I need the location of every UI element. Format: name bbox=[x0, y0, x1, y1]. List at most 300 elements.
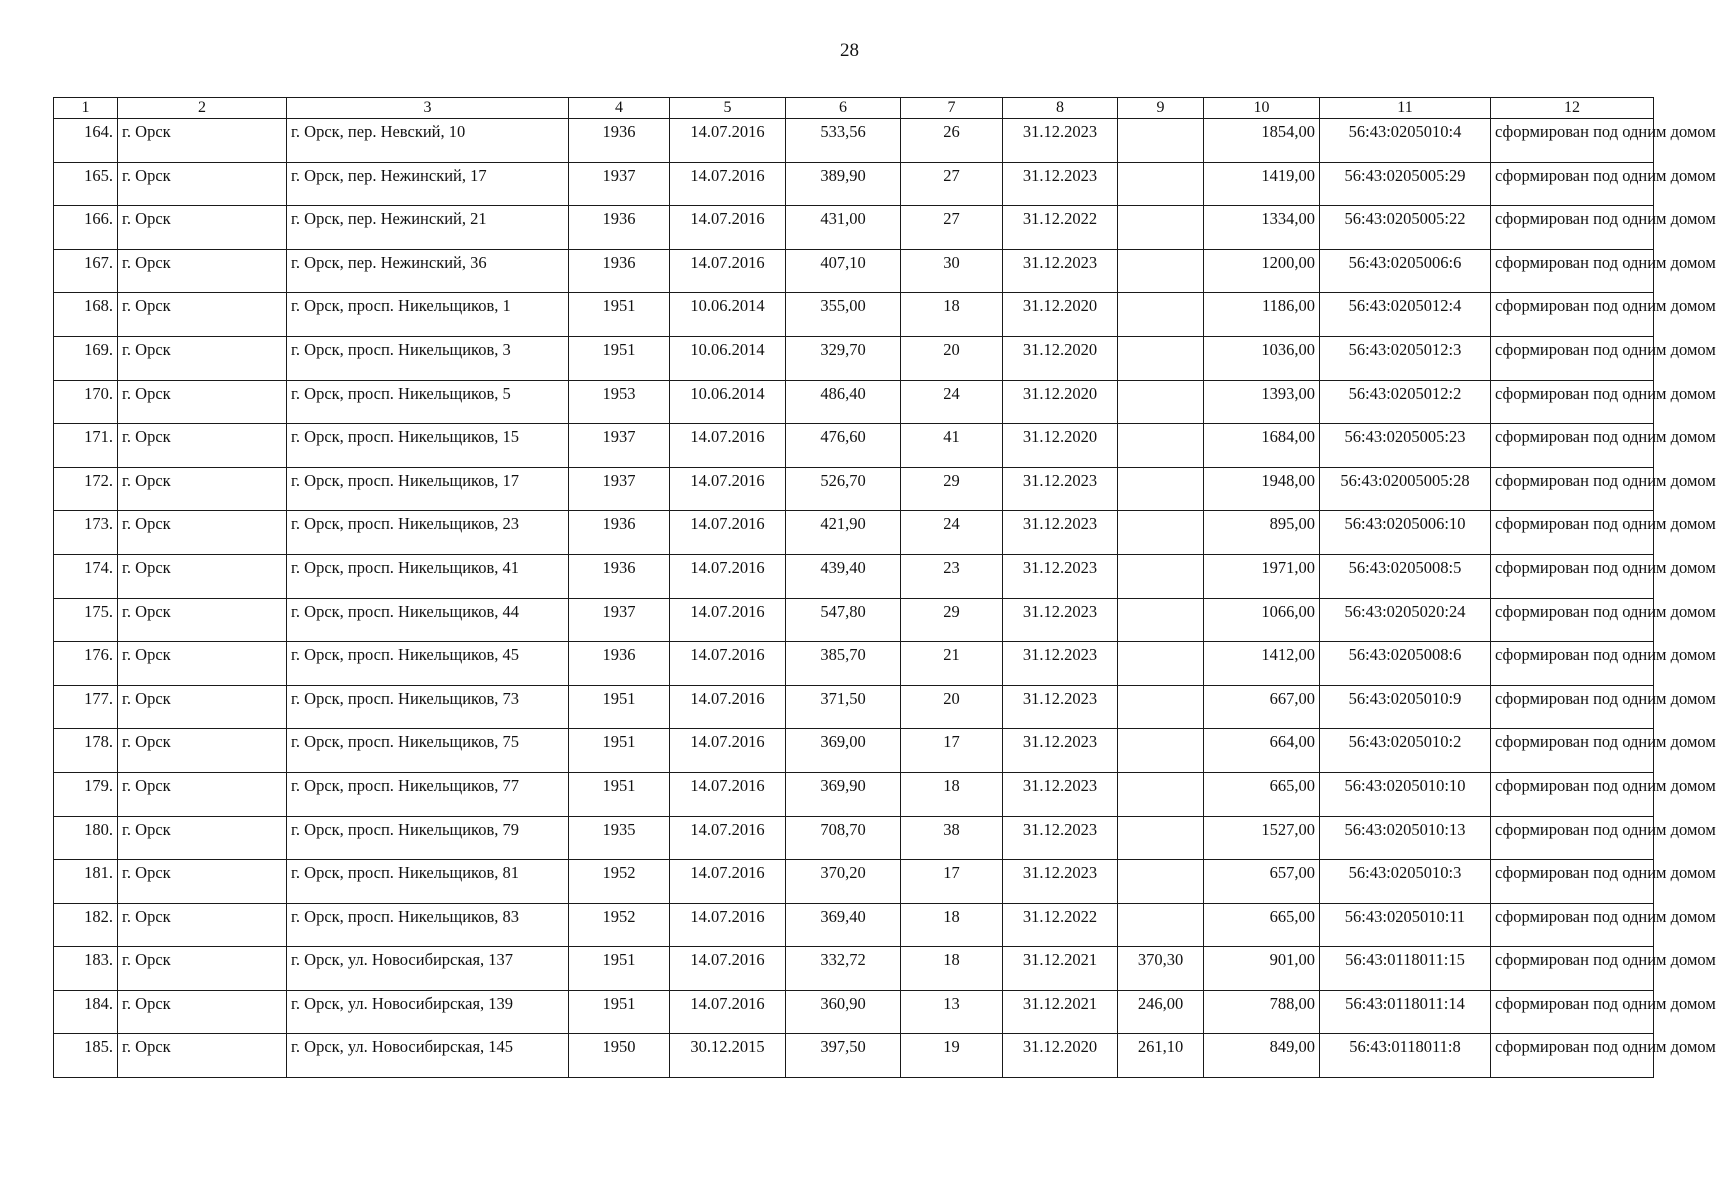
column-9-cell bbox=[1118, 336, 1204, 380]
column-number-row bbox=[54, 98, 1654, 119]
table-row bbox=[54, 511, 1654, 555]
count-cell: 19 bbox=[901, 1034, 1003, 1078]
row-number: 180. bbox=[54, 816, 118, 860]
date-cell: 14.07.2016 bbox=[670, 554, 786, 598]
area-cell: 439,40 bbox=[786, 554, 901, 598]
city-cell: г. Орск bbox=[118, 903, 287, 947]
city-cell: г. Орск bbox=[118, 467, 287, 511]
count-cell: 17 bbox=[901, 860, 1003, 904]
column-9-cell bbox=[1118, 380, 1204, 424]
deadline-cell: 31.12.2023 bbox=[1003, 119, 1118, 163]
cadastral-number-cell: 56:43:0205012:4 bbox=[1320, 293, 1491, 337]
city-cell: г. Орск bbox=[118, 206, 287, 250]
column-9-cell: 370,30 bbox=[1118, 947, 1204, 991]
cadastral-number-cell: 56:43:0205010:2 bbox=[1320, 729, 1491, 773]
date-cell: 14.07.2016 bbox=[670, 990, 786, 1034]
cadastral-number-cell: 56:43:0205010:9 bbox=[1320, 685, 1491, 729]
column-9-cell bbox=[1118, 293, 1204, 337]
date-cell: 14.07.2016 bbox=[670, 119, 786, 163]
status-cell: сформирован под одним домом bbox=[1491, 642, 1654, 686]
table-row bbox=[54, 816, 1654, 860]
status-cell: сформирован под одним домом bbox=[1491, 598, 1654, 642]
column-9-cell bbox=[1118, 162, 1204, 206]
address-cell: г. Орск, просп. Никельщиков, 75 bbox=[287, 729, 569, 773]
status-cell: сформирован под одним домом bbox=[1491, 729, 1654, 773]
table-row bbox=[54, 206, 1654, 250]
column-header: 1 bbox=[54, 98, 118, 119]
city-cell: г. Орск bbox=[118, 511, 287, 555]
column-9-cell bbox=[1118, 249, 1204, 293]
area-cell: 369,90 bbox=[786, 772, 901, 816]
deadline-cell: 31.12.2020 bbox=[1003, 293, 1118, 337]
deadline-cell: 31.12.2023 bbox=[1003, 772, 1118, 816]
address-cell: г. Орск, просп. Никельщиков, 23 bbox=[287, 511, 569, 555]
land-area-cell: 1527,00 bbox=[1204, 816, 1320, 860]
row-number: 177. bbox=[54, 685, 118, 729]
table-row bbox=[54, 336, 1654, 380]
column-header: 11 bbox=[1320, 98, 1491, 119]
status-cell: сформирован под одним домом bbox=[1491, 1034, 1654, 1078]
deadline-cell: 31.12.2023 bbox=[1003, 685, 1118, 729]
column-9-cell bbox=[1118, 554, 1204, 598]
row-number: 181. bbox=[54, 860, 118, 904]
row-number: 184. bbox=[54, 990, 118, 1034]
address-cell: г. Орск, просп. Никельщиков, 77 bbox=[287, 772, 569, 816]
date-cell: 14.07.2016 bbox=[670, 598, 786, 642]
column-9-cell bbox=[1118, 119, 1204, 163]
city-cell: г. Орск bbox=[118, 947, 287, 991]
row-number: 164. bbox=[54, 119, 118, 163]
table-row bbox=[54, 119, 1654, 163]
row-number: 165. bbox=[54, 162, 118, 206]
status-cell: сформирован под одним домом bbox=[1491, 380, 1654, 424]
city-cell: г. Орск bbox=[118, 249, 287, 293]
land-area-cell: 1334,00 bbox=[1204, 206, 1320, 250]
table-row bbox=[54, 903, 1654, 947]
land-area-cell: 788,00 bbox=[1204, 990, 1320, 1034]
status-cell: сформирован под одним домом bbox=[1491, 947, 1654, 991]
date-cell: 10.06.2014 bbox=[670, 380, 786, 424]
area-cell: 533,56 bbox=[786, 119, 901, 163]
cadastral-number-cell: 56:43:0205005:22 bbox=[1320, 206, 1491, 250]
address-cell: г. Орск, пер. Нежинский, 36 bbox=[287, 249, 569, 293]
date-cell: 14.07.2016 bbox=[670, 467, 786, 511]
year-cell: 1936 bbox=[569, 511, 670, 555]
city-cell: г. Орск bbox=[118, 554, 287, 598]
cadastral-number-cell: 56:43:0205010:13 bbox=[1320, 816, 1491, 860]
land-area-cell: 1948,00 bbox=[1204, 467, 1320, 511]
city-cell: г. Орск bbox=[118, 816, 287, 860]
address-cell: г. Орск, просп. Никельщиков, 44 bbox=[287, 598, 569, 642]
count-cell: 27 bbox=[901, 162, 1003, 206]
deadline-cell: 31.12.2020 bbox=[1003, 1034, 1118, 1078]
city-cell: г. Орск bbox=[118, 598, 287, 642]
city-cell: г. Орск bbox=[118, 685, 287, 729]
address-cell: г. Орск, просп. Никельщиков, 3 bbox=[287, 336, 569, 380]
land-area-cell: 1854,00 bbox=[1204, 119, 1320, 163]
cadastral-number-cell: 56:43:0205010:10 bbox=[1320, 772, 1491, 816]
cadastral-number-cell: 56:43:0205012:2 bbox=[1320, 380, 1491, 424]
cadastral-number-cell: 56:43:0205008:5 bbox=[1320, 554, 1491, 598]
date-cell: 14.07.2016 bbox=[670, 729, 786, 773]
column-9-cell bbox=[1118, 816, 1204, 860]
table-row bbox=[54, 162, 1654, 206]
table-row bbox=[54, 380, 1654, 424]
date-cell: 14.07.2016 bbox=[670, 903, 786, 947]
land-area-cell: 664,00 bbox=[1204, 729, 1320, 773]
address-cell: г. Орск, просп. Никельщиков, 5 bbox=[287, 380, 569, 424]
date-cell: 14.07.2016 bbox=[670, 511, 786, 555]
row-number: 175. bbox=[54, 598, 118, 642]
column-header: 3 bbox=[287, 98, 569, 119]
column-9-cell bbox=[1118, 685, 1204, 729]
land-area-cell: 1393,00 bbox=[1204, 380, 1320, 424]
land-area-cell: 1186,00 bbox=[1204, 293, 1320, 337]
address-cell: г. Орск, ул. Новосибирская, 145 bbox=[287, 1034, 569, 1078]
year-cell: 1936 bbox=[569, 554, 670, 598]
status-cell: сформирован под одним домом bbox=[1491, 467, 1654, 511]
date-cell: 30.12.2015 bbox=[670, 1034, 786, 1078]
deadline-cell: 31.12.2022 bbox=[1003, 206, 1118, 250]
column-header: 10 bbox=[1204, 98, 1320, 119]
deadline-cell: 31.12.2020 bbox=[1003, 336, 1118, 380]
row-number: 183. bbox=[54, 947, 118, 991]
deadline-cell: 31.12.2023 bbox=[1003, 816, 1118, 860]
column-9-cell bbox=[1118, 903, 1204, 947]
city-cell: г. Орск bbox=[118, 293, 287, 337]
year-cell: 1936 bbox=[569, 249, 670, 293]
status-cell: сформирован под одним домом bbox=[1491, 424, 1654, 468]
date-cell: 14.07.2016 bbox=[670, 947, 786, 991]
count-cell: 20 bbox=[901, 336, 1003, 380]
area-cell: 329,70 bbox=[786, 336, 901, 380]
address-cell: г. Орск, просп. Никельщиков, 15 bbox=[287, 424, 569, 468]
count-cell: 29 bbox=[901, 467, 1003, 511]
table-row bbox=[54, 860, 1654, 904]
area-cell: 371,50 bbox=[786, 685, 901, 729]
column-9-cell bbox=[1118, 642, 1204, 686]
column-header: 12 bbox=[1491, 98, 1654, 119]
status-cell: сформирован под одним домом bbox=[1491, 336, 1654, 380]
address-cell: г. Орск, пер. Нежинский, 17 bbox=[287, 162, 569, 206]
column-9-cell: 246,00 bbox=[1118, 990, 1204, 1034]
land-area-cell: 657,00 bbox=[1204, 860, 1320, 904]
city-cell: г. Орск bbox=[118, 380, 287, 424]
deadline-cell: 31.12.2023 bbox=[1003, 162, 1118, 206]
row-number: 167. bbox=[54, 249, 118, 293]
cadastral-number-cell: 56:43:0118011:8 bbox=[1320, 1034, 1491, 1078]
year-cell: 1936 bbox=[569, 206, 670, 250]
cadastral-number-cell: 56:43:0205010:3 bbox=[1320, 860, 1491, 904]
column-header: 8 bbox=[1003, 98, 1118, 119]
area-cell: 526,70 bbox=[786, 467, 901, 511]
year-cell: 1935 bbox=[569, 816, 670, 860]
area-cell: 385,70 bbox=[786, 642, 901, 686]
column-9-cell bbox=[1118, 860, 1204, 904]
count-cell: 24 bbox=[901, 380, 1003, 424]
land-area-cell: 1066,00 bbox=[1204, 598, 1320, 642]
year-cell: 1937 bbox=[569, 162, 670, 206]
city-cell: г. Орск bbox=[118, 729, 287, 773]
table-row bbox=[54, 947, 1654, 991]
address-cell: г. Орск, пер. Невский, 10 bbox=[287, 119, 569, 163]
address-cell: г. Орск, пер. Нежинский, 21 bbox=[287, 206, 569, 250]
column-9-cell bbox=[1118, 424, 1204, 468]
count-cell: 23 bbox=[901, 554, 1003, 598]
deadline-cell: 31.12.2023 bbox=[1003, 729, 1118, 773]
status-cell: сформирован под одним домом bbox=[1491, 860, 1654, 904]
row-number: 185. bbox=[54, 1034, 118, 1078]
count-cell: 18 bbox=[901, 903, 1003, 947]
count-cell: 18 bbox=[901, 772, 1003, 816]
housing-registry-table bbox=[53, 97, 1716, 1078]
address-cell: г. Орск, просп. Никельщиков, 45 bbox=[287, 642, 569, 686]
status-cell: сформирован под одним домом bbox=[1491, 249, 1654, 293]
address-cell: г. Орск, ул. Новосибирская, 139 bbox=[287, 990, 569, 1034]
deadline-cell: 31.12.2023 bbox=[1003, 860, 1118, 904]
address-cell: г. Орск, просп. Никельщиков, 17 bbox=[287, 467, 569, 511]
table-row bbox=[54, 293, 1654, 337]
row-number: 178. bbox=[54, 729, 118, 773]
deadline-cell: 31.12.2021 bbox=[1003, 947, 1118, 991]
count-cell: 29 bbox=[901, 598, 1003, 642]
deadline-cell: 31.12.2023 bbox=[1003, 554, 1118, 598]
year-cell: 1951 bbox=[569, 772, 670, 816]
land-area-cell: 665,00 bbox=[1204, 772, 1320, 816]
table-row bbox=[54, 1034, 1654, 1078]
area-cell: 431,00 bbox=[786, 206, 901, 250]
table-row bbox=[54, 598, 1654, 642]
status-cell: сформирован под одним домом bbox=[1491, 162, 1654, 206]
column-9-cell bbox=[1118, 206, 1204, 250]
year-cell: 1952 bbox=[569, 860, 670, 904]
deadline-cell: 31.12.2023 bbox=[1003, 249, 1118, 293]
city-cell: г. Орск bbox=[118, 1034, 287, 1078]
table-row bbox=[54, 772, 1654, 816]
status-cell: сформирован под одним домом bbox=[1491, 685, 1654, 729]
count-cell: 13 bbox=[901, 990, 1003, 1034]
city-cell: г. Орск bbox=[118, 860, 287, 904]
column-header: 6 bbox=[786, 98, 901, 119]
address-cell: г. Орск, просп. Никельщиков, 41 bbox=[287, 554, 569, 598]
deadline-cell: 31.12.2023 bbox=[1003, 467, 1118, 511]
row-number: 179. bbox=[54, 772, 118, 816]
year-cell: 1950 bbox=[569, 1034, 670, 1078]
table-header bbox=[54, 98, 1654, 119]
date-cell: 14.07.2016 bbox=[670, 772, 786, 816]
count-cell: 30 bbox=[901, 249, 1003, 293]
address-cell: г. Орск, просп. Никельщиков, 79 bbox=[287, 816, 569, 860]
column-9-cell bbox=[1118, 772, 1204, 816]
deadline-cell: 31.12.2021 bbox=[1003, 990, 1118, 1034]
table-row bbox=[54, 467, 1654, 511]
status-cell: сформирован под одним домом bbox=[1491, 990, 1654, 1034]
cadastral-number-cell: 56:43:0205020:24 bbox=[1320, 598, 1491, 642]
row-number: 168. bbox=[54, 293, 118, 337]
area-cell: 421,90 bbox=[786, 511, 901, 555]
land-area-cell: 1419,00 bbox=[1204, 162, 1320, 206]
count-cell: 26 bbox=[901, 119, 1003, 163]
deadline-cell: 31.12.2020 bbox=[1003, 424, 1118, 468]
land-area-cell: 667,00 bbox=[1204, 685, 1320, 729]
cadastral-number-cell: 56:43:0205010:11 bbox=[1320, 903, 1491, 947]
date-cell: 14.07.2016 bbox=[670, 816, 786, 860]
column-9-cell bbox=[1118, 729, 1204, 773]
city-cell: г. Орск bbox=[118, 336, 287, 380]
date-cell: 14.07.2016 bbox=[670, 424, 786, 468]
date-cell: 14.07.2016 bbox=[670, 162, 786, 206]
cadastral-number-cell: 56:43:0118011:14 bbox=[1320, 990, 1491, 1034]
count-cell: 38 bbox=[901, 816, 1003, 860]
city-cell: г. Орск bbox=[118, 990, 287, 1034]
status-cell: сформирован под одним домом bbox=[1491, 903, 1654, 947]
count-cell: 27 bbox=[901, 206, 1003, 250]
column-9-cell bbox=[1118, 598, 1204, 642]
cadastral-number-cell: 56:43:0118011:15 bbox=[1320, 947, 1491, 991]
year-cell: 1951 bbox=[569, 293, 670, 337]
count-cell: 21 bbox=[901, 642, 1003, 686]
cadastral-number-cell: 56:43:0205010:4 bbox=[1320, 119, 1491, 163]
land-area-cell: 849,00 bbox=[1204, 1034, 1320, 1078]
cadastral-number-cell: 56:43:02005005:28 bbox=[1320, 467, 1491, 511]
count-cell: 41 bbox=[901, 424, 1003, 468]
row-number: 182. bbox=[54, 903, 118, 947]
count-cell: 18 bbox=[901, 293, 1003, 337]
date-cell: 14.07.2016 bbox=[670, 249, 786, 293]
land-area-cell: 895,00 bbox=[1204, 511, 1320, 555]
table-row bbox=[54, 990, 1654, 1034]
count-cell: 18 bbox=[901, 947, 1003, 991]
area-cell: 370,20 bbox=[786, 860, 901, 904]
area-cell: 369,40 bbox=[786, 903, 901, 947]
address-cell: г. Орск, ул. Новосибирская, 137 bbox=[287, 947, 569, 991]
land-area-cell: 1971,00 bbox=[1204, 554, 1320, 598]
land-area-cell: 1200,00 bbox=[1204, 249, 1320, 293]
count-cell: 17 bbox=[901, 729, 1003, 773]
area-cell: 369,00 bbox=[786, 729, 901, 773]
area-cell: 389,90 bbox=[786, 162, 901, 206]
status-cell: сформирован под одним домом bbox=[1491, 206, 1654, 250]
table-row bbox=[54, 642, 1654, 686]
date-cell: 14.07.2016 bbox=[670, 860, 786, 904]
land-area-cell: 1036,00 bbox=[1204, 336, 1320, 380]
year-cell: 1952 bbox=[569, 903, 670, 947]
cadastral-number-cell: 56:43:0205006:10 bbox=[1320, 511, 1491, 555]
deadline-cell: 31.12.2022 bbox=[1003, 903, 1118, 947]
year-cell: 1953 bbox=[569, 380, 670, 424]
date-cell: 10.06.2014 bbox=[670, 293, 786, 337]
year-cell: 1951 bbox=[569, 729, 670, 773]
year-cell: 1937 bbox=[569, 467, 670, 511]
status-cell: сформирован под одним домом bbox=[1491, 554, 1654, 598]
table-row bbox=[54, 685, 1654, 729]
count-cell: 24 bbox=[901, 511, 1003, 555]
address-cell: г. Орск, просп. Никельщиков, 73 bbox=[287, 685, 569, 729]
column-9-cell: 261,10 bbox=[1118, 1034, 1204, 1078]
address-cell: г. Орск, просп. Никельщиков, 83 bbox=[287, 903, 569, 947]
row-number: 166. bbox=[54, 206, 118, 250]
cadastral-number-cell: 56:43:0205005:29 bbox=[1320, 162, 1491, 206]
year-cell: 1936 bbox=[569, 119, 670, 163]
column-9-cell bbox=[1118, 511, 1204, 555]
row-number: 176. bbox=[54, 642, 118, 686]
city-cell: г. Орск bbox=[118, 424, 287, 468]
year-cell: 1937 bbox=[569, 598, 670, 642]
status-cell: сформирован под одним домом bbox=[1491, 511, 1654, 555]
cadastral-number-cell: 56:43:0205005:23 bbox=[1320, 424, 1491, 468]
status-cell: сформирован под одним домом bbox=[1491, 816, 1654, 860]
area-cell: 397,50 bbox=[786, 1034, 901, 1078]
column-header: 2 bbox=[118, 98, 287, 119]
area-cell: 332,72 bbox=[786, 947, 901, 991]
area-cell: 547,80 bbox=[786, 598, 901, 642]
year-cell: 1936 bbox=[569, 642, 670, 686]
column-9-cell bbox=[1118, 467, 1204, 511]
city-cell: г. Орск bbox=[118, 642, 287, 686]
row-number: 169. bbox=[54, 336, 118, 380]
row-number: 170. bbox=[54, 380, 118, 424]
status-cell: сформирован под одним домом bbox=[1491, 772, 1654, 816]
row-number: 172. bbox=[54, 467, 118, 511]
table-body bbox=[54, 119, 1716, 1078]
cadastral-number-cell: 56:43:0205008:6 bbox=[1320, 642, 1491, 686]
deadline-cell: 31.12.2020 bbox=[1003, 380, 1118, 424]
date-cell: 14.07.2016 bbox=[670, 685, 786, 729]
column-header: 9 bbox=[1118, 98, 1204, 119]
year-cell: 1951 bbox=[569, 685, 670, 729]
deadline-cell: 31.12.2023 bbox=[1003, 511, 1118, 555]
table-row bbox=[54, 424, 1654, 468]
row-number: 173. bbox=[54, 511, 118, 555]
date-cell: 10.06.2014 bbox=[670, 336, 786, 380]
row-number: 171. bbox=[54, 424, 118, 468]
column-header: 4 bbox=[569, 98, 670, 119]
land-area-cell: 901,00 bbox=[1204, 947, 1320, 991]
area-cell: 486,40 bbox=[786, 380, 901, 424]
page-number: 28 bbox=[840, 40, 859, 61]
cadastral-number-cell: 56:43:0205006:6 bbox=[1320, 249, 1491, 293]
table-row bbox=[54, 554, 1654, 598]
status-cell: сформирован под одним домом bbox=[1491, 119, 1654, 163]
area-cell: 407,10 bbox=[786, 249, 901, 293]
count-cell: 20 bbox=[901, 685, 1003, 729]
column-header: 5 bbox=[670, 98, 786, 119]
city-cell: г. Орск bbox=[118, 162, 287, 206]
land-area-cell: 1412,00 bbox=[1204, 642, 1320, 686]
city-cell: г. Орск bbox=[118, 772, 287, 816]
table-row bbox=[54, 249, 1654, 293]
year-cell: 1951 bbox=[569, 947, 670, 991]
cadastral-number-cell: 56:43:0205012:3 bbox=[1320, 336, 1491, 380]
year-cell: 1951 bbox=[569, 336, 670, 380]
city-cell: г. Орск bbox=[118, 119, 287, 163]
address-cell: г. Орск, просп. Никельщиков, 81 bbox=[287, 860, 569, 904]
land-area-cell: 665,00 bbox=[1204, 903, 1320, 947]
area-cell: 708,70 bbox=[786, 816, 901, 860]
deadline-cell: 31.12.2023 bbox=[1003, 598, 1118, 642]
row-number: 174. bbox=[54, 554, 118, 598]
status-cell: сформирован под одним домом bbox=[1491, 293, 1654, 337]
date-cell: 14.07.2016 bbox=[670, 206, 786, 250]
date-cell: 14.07.2016 bbox=[670, 642, 786, 686]
year-cell: 1937 bbox=[569, 424, 670, 468]
table-row bbox=[54, 729, 1654, 773]
column-header: 7 bbox=[901, 98, 1003, 119]
area-cell: 360,90 bbox=[786, 990, 901, 1034]
area-cell: 476,60 bbox=[786, 424, 901, 468]
area-cell: 355,00 bbox=[786, 293, 901, 337]
deadline-cell: 31.12.2023 bbox=[1003, 642, 1118, 686]
